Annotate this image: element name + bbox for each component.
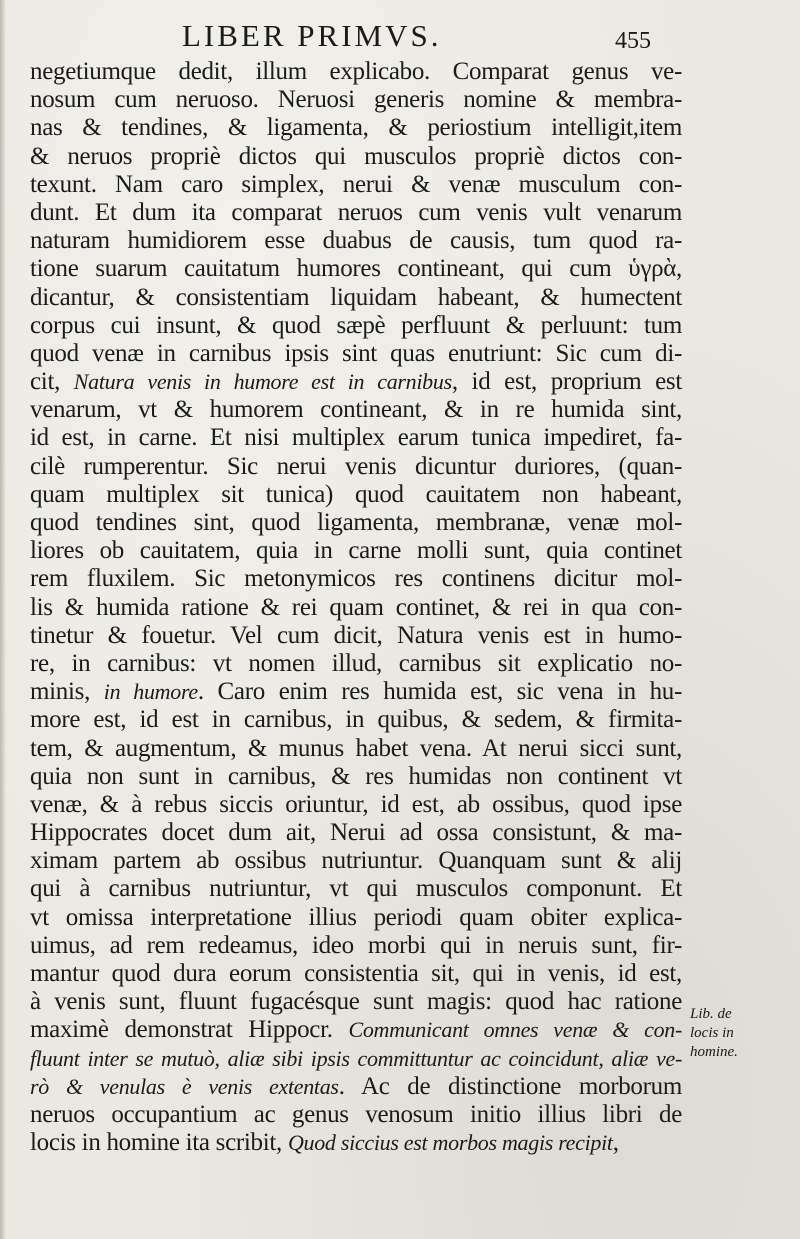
text-segment: minis,	[30, 678, 104, 706]
text-segment: nas & tendines, & ligamenta, & periostium intelligit,item	[30, 114, 682, 142]
margin-note-line: homine.	[690, 1044, 738, 1060]
text-line	[30, 453, 682, 481]
text-segment: Hippocrates docet dum ait, Nerui ad ossa consistunt, & ma-	[30, 819, 682, 847]
text-segment: dunt. Et dum ita comparat neruos cum venis vult venarum	[30, 198, 682, 226]
italic-quotation: Natura venis in humore est in carnibus	[73, 369, 452, 395]
text-line	[30, 763, 682, 791]
text-segment: nosum cum neruoso. Neruosi generis nomine & membra-	[30, 86, 682, 114]
text-line	[30, 481, 682, 509]
text-segment: . Ac de distinctione morborum	[338, 1072, 682, 1100]
text-segment: uimus, ad rem redeamus, ideo morbi qui in neruis sunt, fir-	[30, 931, 682, 959]
text-line	[30, 368, 682, 396]
text-line	[30, 114, 682, 142]
text-line	[30, 1045, 682, 1073]
text-segment: liores ob cauitatem, quia in carne molli sunt, quia continet	[30, 537, 682, 565]
text-line	[30, 565, 682, 593]
text-line	[30, 86, 682, 114]
text-segment: . Caro enim res humida est, sic vena in hu-	[197, 678, 683, 706]
page-number: 455	[615, 28, 651, 54]
margin-note-line: locis in	[690, 1025, 734, 1041]
text-segment: cilè rumperentur. Sic nerui venis dicuntur duriores, (quan-	[30, 452, 682, 480]
text-line	[30, 932, 682, 960]
text-line	[30, 706, 682, 734]
text-segment: tione suarum cauitatum humores contineant, qui cum ὑγρὰ,	[30, 255, 682, 283]
text-segment: rem fluxilem. Sic metonymicos res continens dicitur mol-	[30, 565, 682, 593]
text-line	[30, 143, 682, 171]
margin-note-line: Lib. de	[690, 1006, 732, 1022]
italic-quotation: Communicant omnes venæ & con-	[348, 1017, 682, 1043]
text-line	[30, 904, 682, 932]
text-segment: venæ, & à rebus siccis oriuntur, id est, ab ossibus, quod ipse	[30, 790, 682, 818]
body-text	[30, 58, 682, 1157]
text-segment: quam multiplex sit tunica) quod cauitatem non habeant,	[30, 480, 682, 508]
text-segment: quod tendines sint, quod ligamenta, membranæ, venæ mol-	[30, 509, 682, 536]
text-line	[30, 58, 682, 86]
text-segment: locis in homine ita scribit,	[30, 1129, 288, 1157]
text-line	[30, 960, 682, 988]
text-segment: id est, in carne. Et nisi multiplex earum tunica impediret, fa-	[30, 424, 682, 452]
text-line	[30, 424, 682, 452]
text-line	[30, 255, 682, 283]
text-segment: qui à carnibus nutriuntur, vt qui musculos componunt. Et	[30, 875, 682, 903]
text-line	[30, 847, 682, 875]
text-segment: à venis sunt, fluunt fugacésque sunt magis: quod hac ratione	[30, 988, 682, 1016]
text-line	[30, 622, 682, 650]
text-segment: venarum, vt & humorem contineant, & in re humida sint,	[30, 396, 682, 424]
italic-quotation: in humore	[103, 679, 198, 705]
text-line	[30, 396, 682, 424]
text-line	[30, 819, 682, 847]
text-line	[30, 171, 682, 199]
text-segment: mantur quod dura eorum consistentia sit, qui in venis, id est,	[30, 960, 682, 987]
text-line	[30, 1016, 682, 1044]
text-segment: ximam partem ab ossibus nutriuntur. Quanquam sunt & alij	[30, 847, 682, 875]
text-line	[30, 312, 682, 340]
text-segment: corpus cui insunt, & quod sæpè perfluunt & perluunt: tum	[30, 311, 682, 339]
text-line	[30, 875, 682, 903]
text-segment: , id est, proprium est	[451, 368, 682, 396]
text-segment: dicantur, & consistentiam liquidam habeant, & humectent	[30, 283, 682, 311]
text-line	[30, 735, 682, 763]
text-line	[30, 650, 682, 678]
text-segment: & neruos propriè dictos qui musculos propriè dictos con-	[30, 142, 682, 170]
text-line	[30, 1129, 682, 1157]
text-line	[30, 537, 682, 565]
text-segment: neruos occupantium ac genus venosum initio illius libri de	[30, 1100, 682, 1128]
text-segment: quod venæ in carnibus ipsis sint quas enutriunt: Sic cum di-	[30, 339, 682, 367]
text-segment: more est, id est in carnibus, in quibus, & sedem, & firmita-	[30, 706, 682, 734]
text-line	[30, 199, 682, 227]
running-title: LIBER PRIMVS.	[182, 18, 442, 53]
text-segment: ,	[612, 1129, 619, 1157]
text-segment: negetiumque dedit, illum explicabo. Comparat genus ve-	[30, 58, 682, 85]
margin-note	[690, 1005, 780, 1062]
text-line	[30, 678, 682, 706]
text-segment: re, in carnibus: vt nomen illud, carnibus sit explicatio no-	[30, 649, 682, 677]
text-segment: vt omissa interpretatione illius periodi quam obiter explica-	[30, 903, 682, 931]
text-line	[30, 340, 682, 368]
text-segment: naturam humidiorem esse duabus de causis, tum quod ra-	[30, 227, 682, 255]
text-segment: tinetur & fouetur. Vel cum dicit, Natura venis est in humo-	[30, 621, 682, 649]
text-line	[30, 791, 682, 819]
text-segment: tem, & augmentum, & munus habet vena. At nerui sicci sunt,	[30, 734, 682, 762]
text-line	[30, 509, 682, 537]
text-segment: cit,	[30, 368, 74, 396]
text-segment: texunt. Nam caro simplex, nerui & venæ musculum con-	[30, 170, 682, 198]
text-segment: quia non sunt in carnibus, & res humidas non continent vt	[30, 762, 682, 790]
page-gutter-shadow	[0, 0, 6, 1239]
italic-quotation: rò & venulas è venis extentas	[30, 1073, 339, 1099]
text-line	[30, 227, 682, 255]
text-line	[30, 988, 682, 1016]
text-line	[30, 284, 682, 312]
text-segment: lis & humida ratione & rei quam continet, & rei in qua con-	[30, 593, 682, 621]
page-header	[0, 16, 800, 56]
italic-quotation: Quod siccius est morbos magis recipit	[287, 1130, 613, 1156]
italic-quotation: fluunt inter se mutuò, aliæ sibi ipsis committuntur ac coincidunt, aliæ ve-	[30, 1045, 682, 1071]
text-segment: maximè demonstrat Hippocr.	[30, 1016, 349, 1044]
text-line	[30, 594, 682, 622]
text-line	[30, 1101, 682, 1129]
text-line	[30, 1073, 682, 1101]
